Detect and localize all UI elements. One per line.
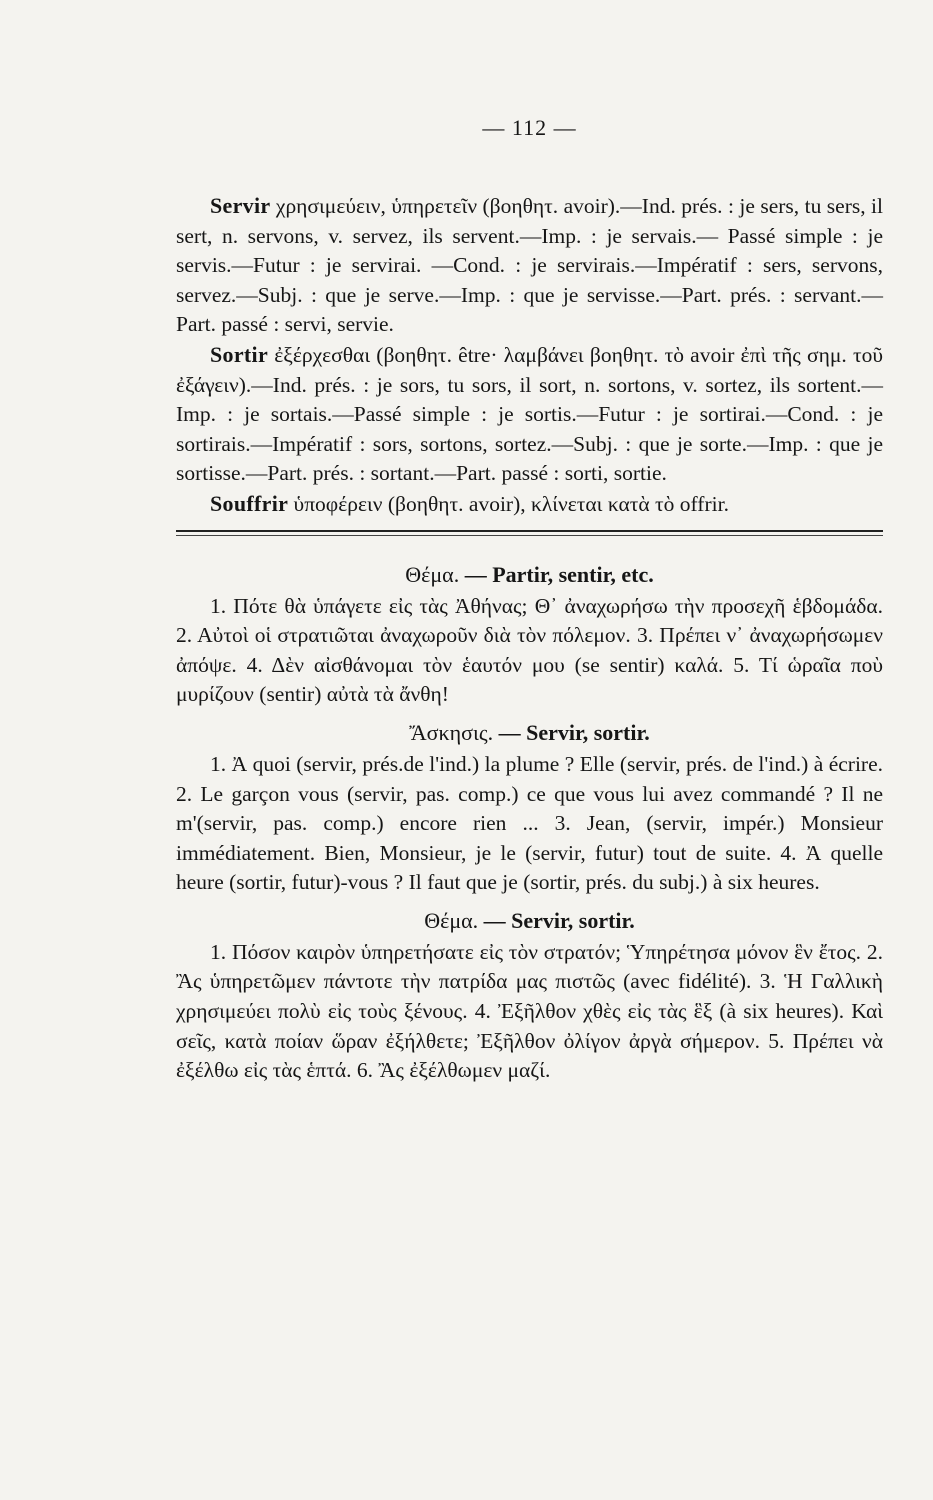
entry-sortir [176, 340, 883, 489]
section-paragraph: 1. Πόσον καιρὸν ὑπηρετήσατε εἰς τὸν στρατόν; Ὑπηρέτησα μόνον ἓν ἔτος. 2. Ἂς ὑπηρετῶμεν πάντοτε τὴν πατρίδα μας πιστῶς (avec fidélité). 3. Ἡ Γαλλικὴ χρησιμεύει πολὺ εἰς τοὺς ξένους. 4. Ἐξῆλθον χθὲς εἰς τὰς ἓξ (à six heures). Καὶ σεῖς, κατὰ ποίαν ὥραν ἐξήλθετε; Ἐξῆλθον ὀλίγον ἀργὰ σήμερον. 5. Πρέπει νὰ ἐξέλθω εἰς τὰς ἑπτά. 6. Ἂς ἐξέλθωμεν μαζί. [176, 939, 883, 1083]
entry-text: ὑποφέρειν (βοηθητ. avoir), κλίνεται κατὰ τὸ offrir. [288, 491, 729, 516]
divider-thick [176, 530, 883, 532]
entry-term: Souffrir [210, 490, 289, 516]
page-number: — 112 — [482, 115, 577, 140]
section-title-askisis [176, 718, 883, 748]
section-paragraph: 1. Ἀ quoi (servir, prés.de l'ind.) la plume ? Elle (servir, prés. de l'ind.) à écrire. 2. Le garçon vous (servir, pas. comp.) ce que vous lui avez commandé ? Il ne m'(servir, pas. comp.) encore rien ... 3. Jean, (servir, impér.) Monsieur immédiatement. Bien, Monsieur, je le (servir, futur) tout de suite. 4. Ἀ quelle heure (sortir, futur)-vous ? Il faut que je (sortir, prés. du subj.) à six heures. [176, 751, 883, 895]
section-paragraph: 1. Πότε θὰ ὑπάγετε εἰς τὰς Ἀθήνας; Θ᾽ ἀναχωρήσω τὴν προσεχῆ ἑβδομάδα. 2. Αὐτοὶ οἱ στρατιῶται ἀναχωροῦν διὰ τὸν πόλεμον. 3. Πρέπει ν᾽ ἀναχωρήσωμεν ἀπόψε. 4. Δὲν αἰσθάνομαι τὸν ἑαυτόν μου (se sentir) καλά. 5. Τί ὡραῖα ποὺ μυρίζουν (sentir) αὐτὰ τὰ ἄνθη! [176, 593, 883, 707]
entry-souffrir [176, 489, 883, 520]
divider-thin [176, 535, 883, 536]
entry-text: ἐξέρχεσθαι (βοηθητ. être· λαμβάνει βοηθητ. τὸ avoir ἐπὶ τῆς σημ. τοῦ ἐξάγειν).—Ind. prés. : je sors, tu sors, il sort, n. sortons, v. sortez, ils sortent.—Imp. : je sortais.—Passé simple : je sortis.—Futur : je sortirai.—Cond. : je sortirais.—Impératif : sors, sortons, sortez.—Subj. : que je sorte.—Imp. : que je sortisse.—Part. prés. : sortant.—Part. passé : sorti, sortie. [176, 342, 883, 486]
section-label: Ἄσκησις. [409, 719, 494, 745]
section-label: Θέμα. [424, 907, 479, 933]
section-title-thema-2 [176, 906, 883, 936]
section-title-thema-1 [176, 560, 883, 590]
entry-text: χρησιμεύειν, ὑπηρετεῖν (βοηθητ. avoir).—Ind. prés. : je sers, tu sers, il sert, n. servons, v. servez, ils servent.—Imp. : je servais.— Passé simple : je servis.—Futur : je servirai. —Cond. : je servirais.—Impératif : sers, servons, servez.—Subj. : que je serve.—Imp. : que je servisse.—Part. prés. : servant.—Part. passé : servi, servie. [176, 194, 883, 337]
entry-term: Servir [210, 193, 271, 218]
entry-term: Sortir [210, 341, 269, 367]
section-heading: — Partir, sentir, etc. [464, 561, 654, 587]
entry-servir [176, 191, 883, 340]
section-heading: — Servir, sortir. [498, 719, 650, 745]
section-label: Θέμα. [405, 561, 460, 587]
section-heading: — Servir, sortir. [483, 907, 635, 933]
